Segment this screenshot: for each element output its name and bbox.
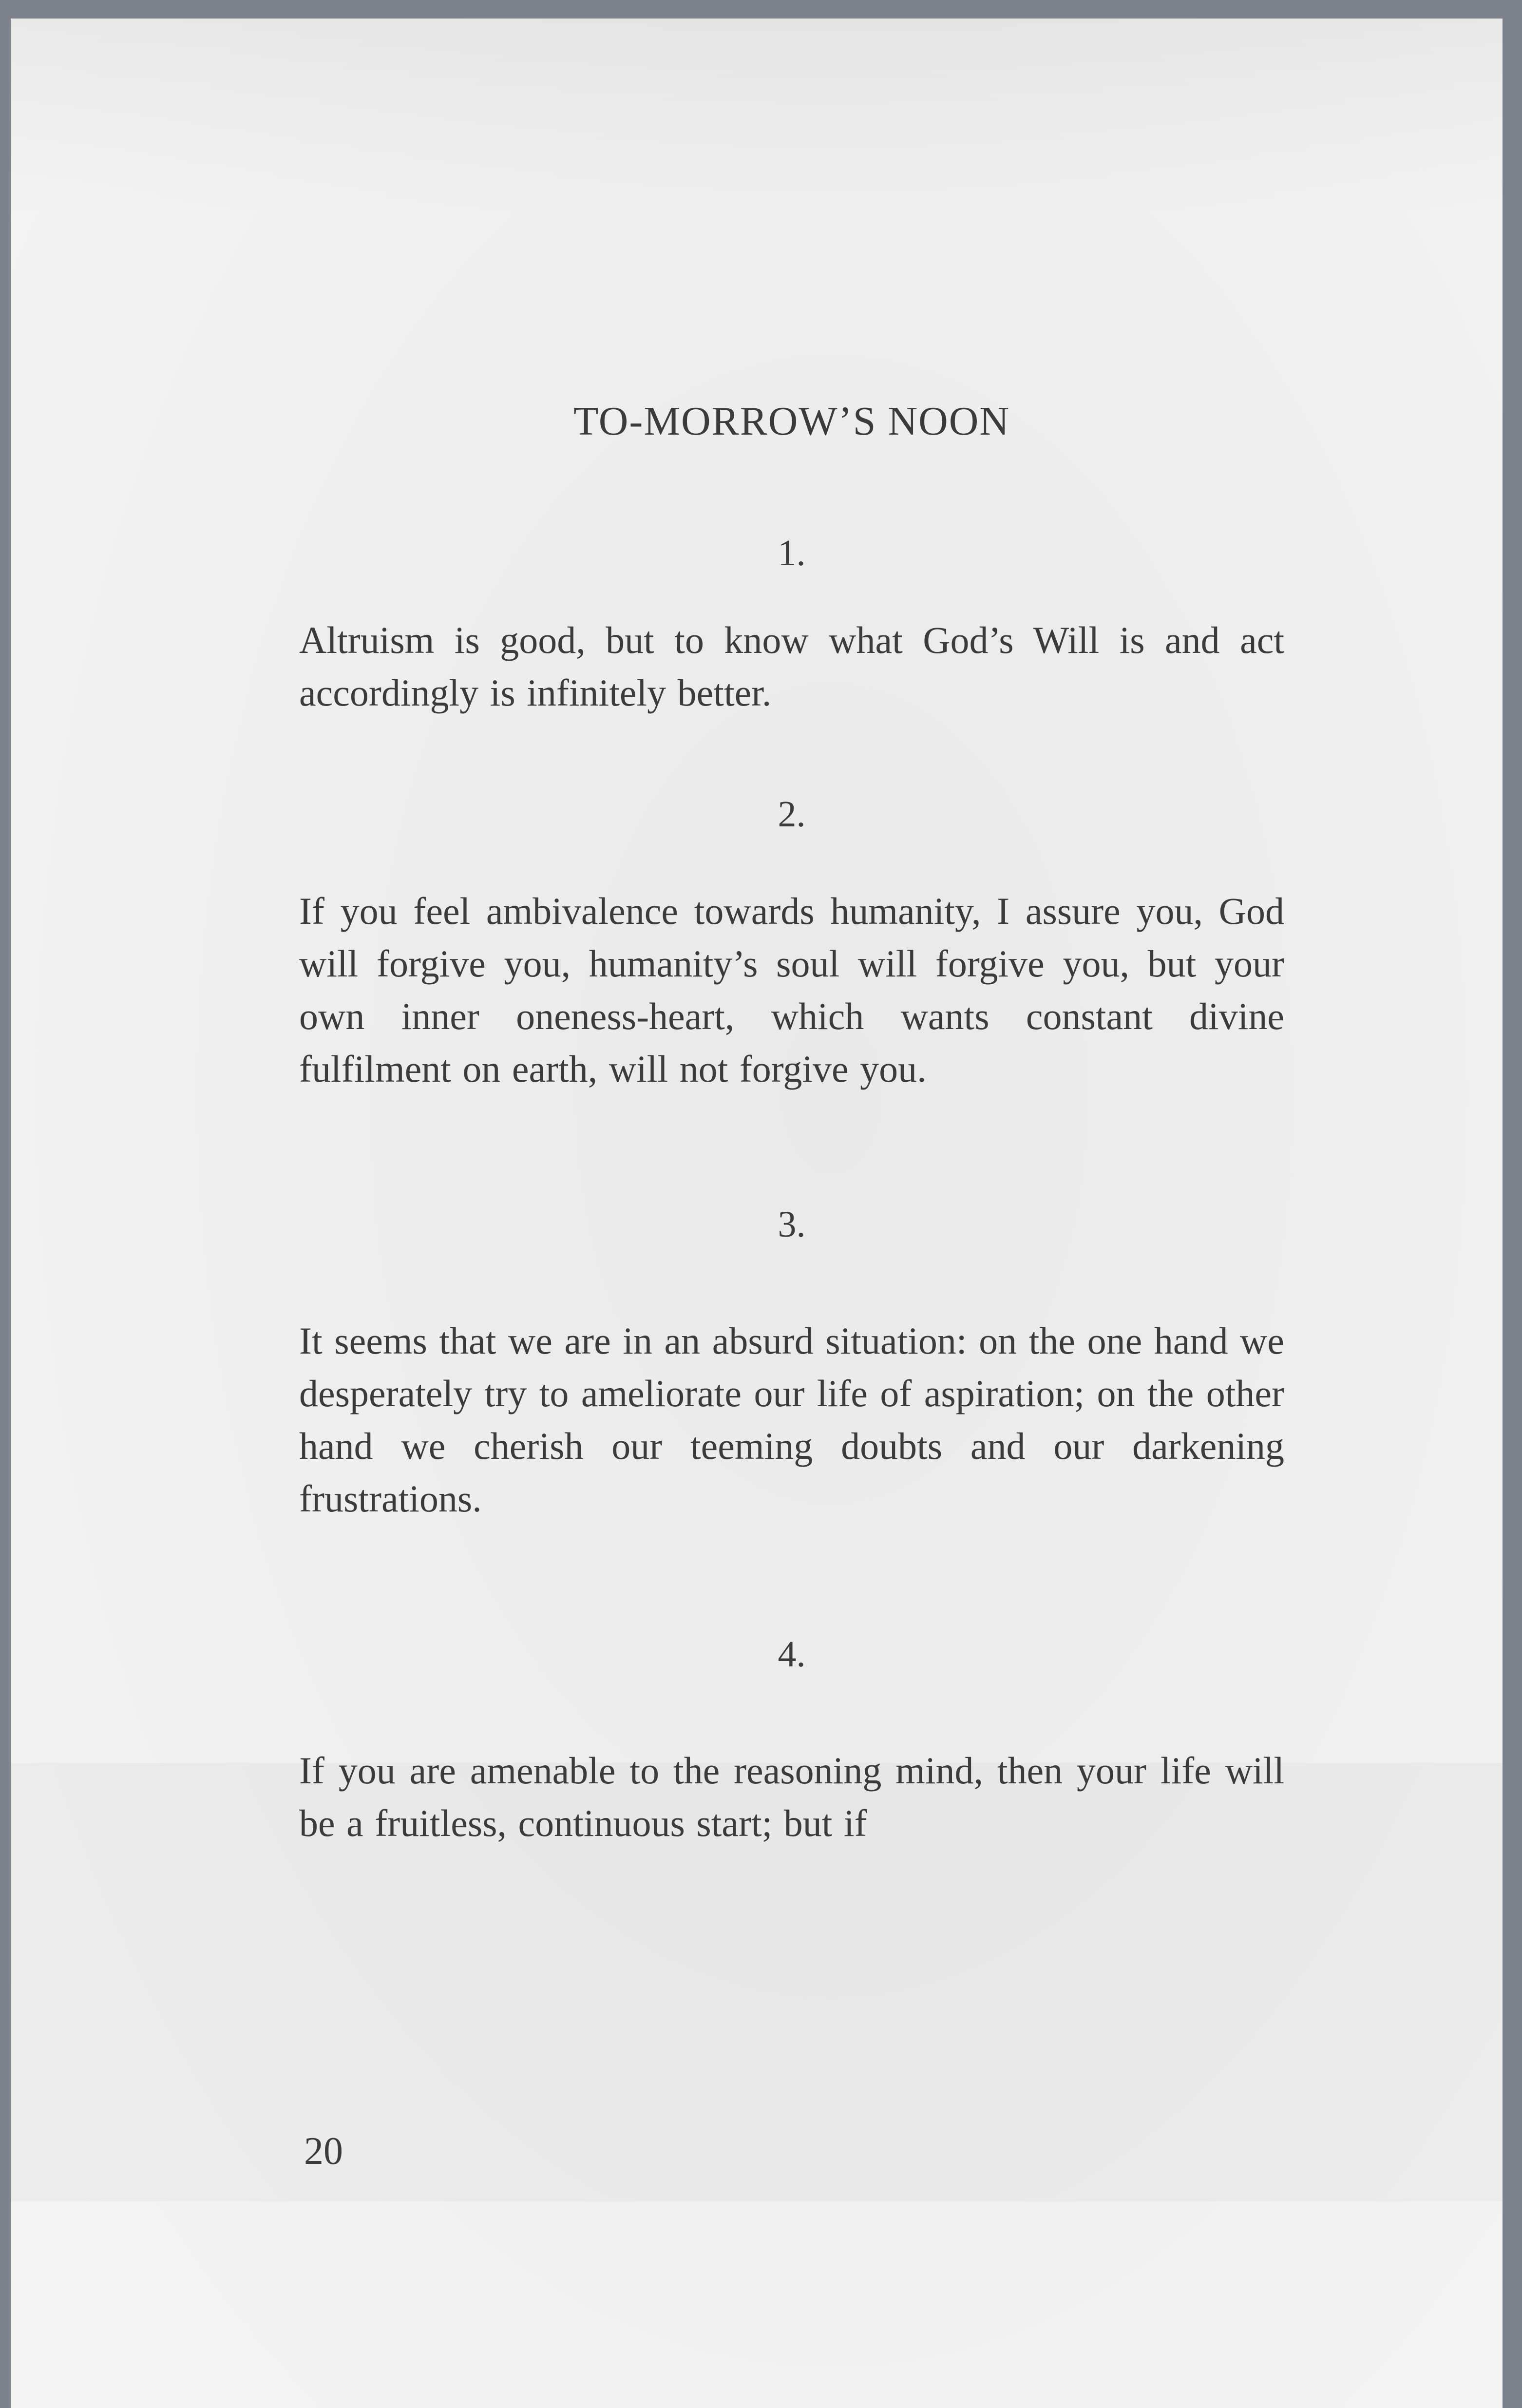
spacer xyxy=(299,1095,1284,1198)
section-text-3: It seems that we are in an absurd situation: on the one hand we desperately try to ameliorate our life of aspiration; on the other hand we cherish our teeming doubts and our darkening frustrations. xyxy=(299,1319,1284,1520)
section-text-4: If you are amenable to the reasoning mind, then your life will be a fruitless, continuous start; but if xyxy=(299,1749,1284,1844)
section-number-3: 3. xyxy=(778,1204,806,1245)
spacer xyxy=(299,1681,1284,1744)
page-number: 20 xyxy=(304,2130,343,2173)
spacer xyxy=(299,841,1284,885)
section-number-2: 2. xyxy=(778,794,806,835)
spacer xyxy=(299,1525,1284,1627)
section-text-1: Altruism is good, but to know what God’s Will is and act accordingly is infinitely better. xyxy=(299,619,1284,714)
page-title: TO-MORROW’S NOON xyxy=(573,399,1010,444)
spacer xyxy=(299,458,1284,526)
section-text-2: If you feel ambivalence towards humanity, I assure you, God will forgive you, humanity’s soul will forgive you, but your own inner oneness-heart, which wants constant divine fulfilment on earth, will not forgive you. xyxy=(299,890,1284,1090)
section-number-4: 4. xyxy=(778,1634,806,1675)
spacer xyxy=(299,580,1284,614)
page-content xyxy=(299,385,1284,1850)
spacer xyxy=(299,1251,1284,1315)
spacer xyxy=(299,719,1284,787)
section-number-1: 1. xyxy=(778,533,806,573)
page-shading-top xyxy=(11,19,1503,213)
